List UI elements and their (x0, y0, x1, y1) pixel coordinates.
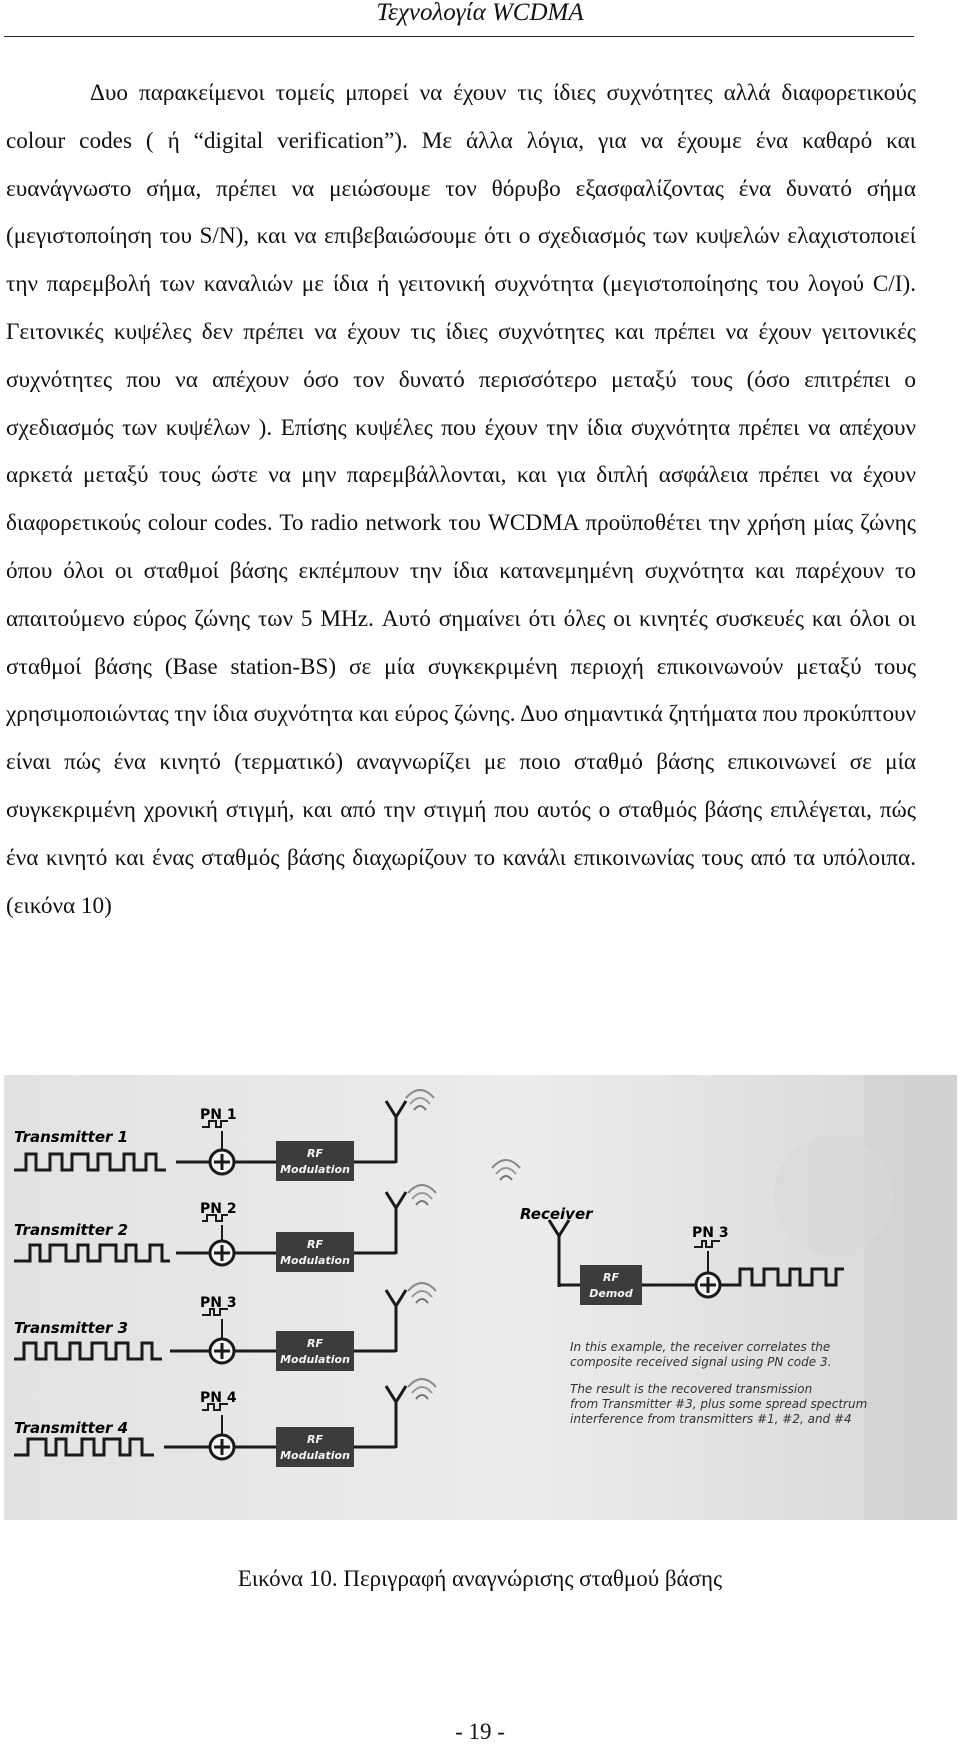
svg-text:RF: RF (307, 1147, 323, 1160)
figure-base-station-identification (4, 1075, 957, 1520)
page-number: - 19 - (455, 1719, 505, 1744)
svg-text:composite received signal usin: composite received signal using PN code 3. (570, 1355, 832, 1369)
header-rule (4, 36, 914, 37)
transmitter-1-label: Transmitter 1 (14, 1128, 129, 1146)
page-header: Τεχνολογία WCDMA (376, 0, 584, 26)
svg-text:from Transmitter #3, plus some: from Transmitter #3, plus some spread spectrum (570, 1397, 868, 1411)
figure-caption: Εικόνα 10. Περιγραφή αναγνώρισης σταθμού βάσης (237, 1566, 723, 1591)
svg-text:interference from transmitters: interference from transmitters #1, #2, and #4 (570, 1412, 852, 1426)
svg-text:Modulation: Modulation (280, 1449, 350, 1462)
svg-text:The result is the recovered tr: The result is the recovered transmission (570, 1382, 813, 1396)
pn-2-label: PN 2 (200, 1201, 237, 1217)
svg-text:In this example, the receiver: In this example, the receiver correlates the (570, 1340, 831, 1354)
svg-text:Modulation: Modulation (280, 1254, 350, 1267)
pn-3-label: PN 3 (200, 1295, 237, 1311)
transmitter-2-label: Transmitter 2 (14, 1221, 129, 1239)
transmitter-3-label: Transmitter 3 (14, 1319, 129, 1337)
svg-text:Modulation: Modulation (280, 1353, 350, 1366)
pn-4-label: PN 4 (200, 1390, 237, 1406)
svg-text:Demod: Demod (589, 1287, 633, 1300)
pn-1-label: PN 1 (200, 1107, 237, 1123)
transmitter-4-label: Transmitter 4 (14, 1419, 129, 1437)
svg-text:RF: RF (307, 1337, 323, 1350)
svg-text:RF: RF (307, 1433, 323, 1446)
receiver-pn-label: PN 3 (692, 1225, 729, 1241)
receiver-label: Receiver (520, 1205, 593, 1223)
body-text (6, 70, 916, 930)
svg-text:RF: RF (307, 1238, 323, 1251)
main-paragraph: Δυο παρακείμενοι τομείς μπορεί να έχουν τις ίδιες συχνότητες αλλά διαφορετικούς colour codes ( ή “digital verification”). Με άλλα λόγια, για να έχουμε ένα καθαρό και ευανάγνωστο σήμα, πρέπει να μειώσουμε τον θόρυβο εξασφαλίζοντας ένα δυνατό σήμα (μεγιστοποίηση του S/N), και να επιβεβαιώσουμε ότι ο σχεδιασμός των κυψελών ελαχιστοποιεί την παρεμβολή των καναλιών με ίδια ή γειτονική συχνότητα (μεγιστοποίησης του λογού C/I). Γειτονικές κυψέλες δεν πρέπει να έχουν τις ίδιες συχνότητες και πρέπει να έχουν γειτονικές συχνότητες που να απέχουν όσο τον δυνατό περισσότερο μεταξύ τους (όσο επιτρέπει ο σχεδιασμός των κυψέλων ). Επίσης κυψέλες που έχουν την ίδια συχνότητα πρέπει να απέχουν αρκετά μεταξύ τους ώστε να μην παρεμβάλλονται, και για διπλή ασφάλεια πρέπει να έχουν διαφορετικούς colour codes. To radio network του WCDMA προϋποθέτει την χρήση μίας ζώνης όπου όλοι οι σταθμοί βάσης εκπέμπουν την ίδια κατανεμημένη συχνότητα και παρέχουν το απαιτούμενο εύρος ζώνης των 5 MHz. Αυτό σημαίνει ότι όλες οι κινητές συσκευές και όλοι οι σταθμοί βάσης (Base station-BS) σε μία συγκεκριμένη περιοχή επικοινωνούν μεταξύ τους χρησιμοποιώντας την ίδια συχνότητα και εύρος ζώνης. Δυο σημαντικά ζητήματα που προκύπτουν είναι πώς ένα κινητό (τερματικό) αναγνωρίζει με ποιο σταθμό βάσης επικοινωνεί σε μία συγκεκριμένη χρονική στιγμή, και από την στιγμή που αυτός ο σταθμός βάσης επιλέγεται, πώς ένα κινητό και ένας σταθμός βάσης διαχωρίζουν το κανάλι επικοινωνίας τους από τα υπόλοιπα.(εικόνα 10) (6, 80, 916, 919)
svg-text:Modulation: Modulation (280, 1163, 350, 1176)
svg-text:RF: RF (603, 1271, 619, 1284)
